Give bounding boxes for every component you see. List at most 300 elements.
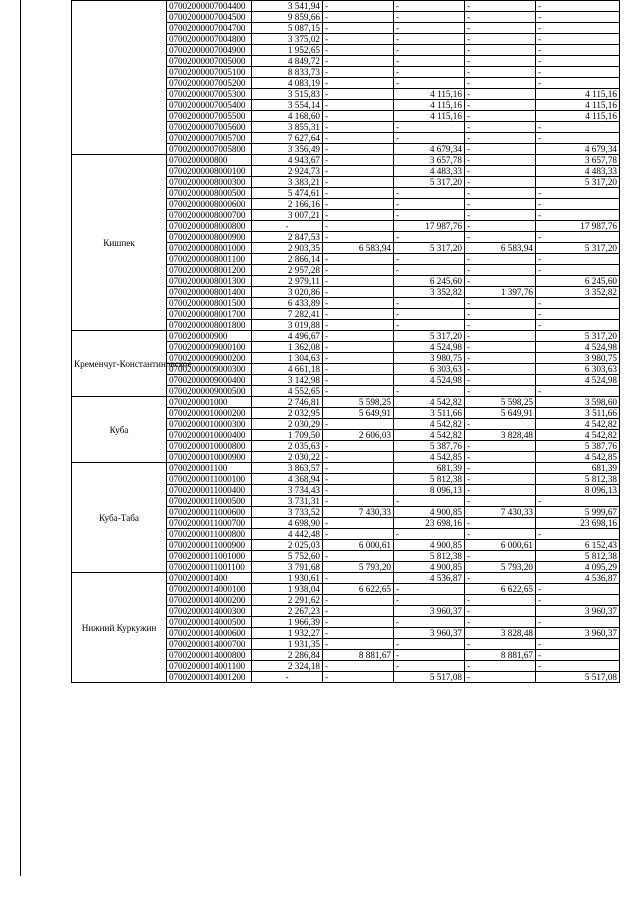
value-3-cell: 6 245,60 [394,276,465,287]
value-2-cell: 6 583,94 [323,243,394,254]
value-2-cell: - [323,463,394,474]
table-row [72,155,620,166]
value-5-cell: 4 095,29 [536,562,620,573]
value-2-cell: - [323,320,394,331]
cadastral-code-cell: 07002000008001800 [167,320,252,331]
value-2-cell: - [323,617,394,628]
cadastral-code-cell: 07002000010000900 [167,452,252,463]
value-1-cell: 1 931,35 [252,639,323,650]
value-5-cell: 5 317,20 [536,177,620,188]
cadastral-code-cell: 07002000007005100 [167,67,252,78]
value-2-cell: - [323,232,394,243]
value-3-cell: - [394,210,465,221]
cadastral-code-cell: 07002000007004700 [167,23,252,34]
value-3-cell: - [394,617,465,628]
cadastral-code-cell: 0700200001000 [167,397,252,408]
value-5-cell: - [536,650,620,661]
value-2-cell: - [323,419,394,430]
value-3-cell: 3 960,37 [394,606,465,617]
value-5-cell: - [536,309,620,320]
value-5-cell: - [536,496,620,507]
value-4-cell: - [465,551,536,562]
cadastral-code-cell: 07002000008000300 [167,177,252,188]
value-1-cell: 2 746,81 [252,397,323,408]
value-3-cell: 681,39 [394,463,465,474]
locality-name: Нижний Куркужин [72,573,167,683]
value-5-cell: 6 245,60 [536,276,620,287]
value-4-cell: - [465,34,536,45]
value-5-cell: - [536,210,620,221]
cadastral-code-cell: 07002000008000800 [167,221,252,232]
value-3-cell: - [394,661,465,672]
cadastral-code-cell: 07002000009000300 [167,364,252,375]
cadastral-code-cell: 07002000011000100 [167,474,252,485]
value-2-cell: - [323,661,394,672]
value-3-cell: 5 812,38 [394,474,465,485]
locality-name: Куба [72,397,167,463]
value-3-cell: 4 115,16 [394,100,465,111]
value-3-cell: 4 115,16 [394,111,465,122]
cadastral-code-cell: 07002000007005200 [167,78,252,89]
table-row [72,573,620,584]
cadastral-code-cell: 07002000014001200 [167,672,252,683]
value-5-cell: - [536,122,620,133]
value-5-cell: 6 303,63 [536,364,620,375]
value-5-cell: 3 511,66 [536,408,620,419]
value-5-cell: - [536,67,620,78]
value-3-cell: - [394,595,465,606]
cadastral-code-cell: 07002000009000100 [167,342,252,353]
value-4-cell: - [465,78,536,89]
cadastral-code-cell: 07002000008001500 [167,298,252,309]
value-4-cell: - [465,485,536,496]
value-2-cell: 6 622,65 [323,584,394,595]
value-5-cell: 5 387,76 [536,441,620,452]
value-4-cell: - [465,342,536,353]
value-1-cell: 1 304,63 [252,353,323,364]
value-2-cell: - [323,529,394,540]
value-1-cell: 2 030,22 [252,452,323,463]
value-5-cell: 3 352,82 [536,287,620,298]
value-5-cell: 4 536,87 [536,573,620,584]
value-5-cell: 681,39 [536,463,620,474]
table-row [72,397,620,408]
cadastral-code-cell: 07002000010000300 [167,419,252,430]
value-2-cell: - [323,441,394,452]
value-5-cell: - [536,12,620,23]
value-2-cell: - [323,276,394,287]
value-4-cell: 1 397,76 [465,287,536,298]
locality-name: Куба-Таба [72,463,167,573]
value-4-cell: - [465,89,536,100]
value-4-cell: 5 649,91 [465,408,536,419]
cadastral-code-cell: 0700200000800 [167,155,252,166]
value-4-cell: - [465,617,536,628]
value-5-cell: 4 115,16 [536,100,620,111]
table-row [72,1,620,12]
value-1-cell: 4 552,65 [252,386,323,397]
value-4-cell: - [465,67,536,78]
value-2-cell: - [323,67,394,78]
value-3-cell: - [394,254,465,265]
value-5-cell: 4 115,16 [536,89,620,100]
value-2-cell: - [323,221,394,232]
value-2-cell: - [323,199,394,210]
value-1-cell: 5 474,61 [252,188,323,199]
value-5-cell: 3 980,75 [536,353,620,364]
value-4-cell: - [465,419,536,430]
value-1-cell: 1 362,08 [252,342,323,353]
cadastral-code-cell: 07002000011001100 [167,562,252,573]
cadastral-code-cell: 07002000011000500 [167,496,252,507]
value-3-cell: 5 387,76 [394,441,465,452]
cadastral-code-cell: 07002000009000200 [167,353,252,364]
cadastral-code-cell: 07002000008000600 [167,199,252,210]
value-2-cell: - [323,628,394,639]
value-3-cell: - [394,56,465,67]
value-5-cell: - [536,639,620,650]
value-2-cell: - [323,518,394,529]
value-4-cell: - [465,144,536,155]
value-5-cell: - [536,320,620,331]
value-1-cell: 4 442,48 [252,529,323,540]
cadastral-code-cell: 07002000011001000 [167,551,252,562]
value-2-cell: - [323,188,394,199]
value-1-cell: 6 433,89 [252,298,323,309]
value-1-cell: 2 866,14 [252,254,323,265]
value-4-cell: 5 598,25 [465,397,536,408]
value-2-cell: - [323,375,394,386]
value-1-cell: 3 855,31 [252,122,323,133]
value-3-cell: - [394,496,465,507]
value-2-cell: - [323,111,394,122]
value-4-cell: - [465,188,536,199]
cadastral-code-cell: 07002000007004400 [167,1,252,12]
value-4-cell: - [465,45,536,56]
value-1-cell: 4 943,67 [252,155,323,166]
value-3-cell: 4 483,33 [394,166,465,177]
value-5-cell: - [536,199,620,210]
cadastral-code-cell: 07002000007004900 [167,45,252,56]
value-2-cell: - [323,254,394,265]
value-1-cell: 3 515,83 [252,89,323,100]
value-4-cell: - [465,661,536,672]
value-5-cell: - [536,34,620,45]
value-1-cell: 4 168,60 [252,111,323,122]
value-3-cell: 4 542,82 [394,430,465,441]
value-5-cell: - [536,661,620,672]
value-5-cell: 3 960,37 [536,628,620,639]
value-4-cell: - [465,474,536,485]
value-5-cell: - [536,23,620,34]
value-5-cell: 3 598,60 [536,397,620,408]
cadastral-code-cell: 07002000009000400 [167,375,252,386]
value-3-cell: - [394,639,465,650]
value-1-cell: 3 863,57 [252,463,323,474]
value-1-cell: 2 030,29 [252,419,323,430]
value-4-cell: - [465,452,536,463]
value-1-cell: 3 554,14 [252,100,323,111]
value-2-cell: 5 793,20 [323,562,394,573]
value-2-cell: - [323,672,394,683]
value-5-cell: 5 517,08 [536,672,620,683]
value-1-cell: 2 924,73 [252,166,323,177]
value-4-cell: - [465,111,536,122]
value-2-cell: - [323,573,394,584]
cadastral-code-cell: 07002000007004500 [167,12,252,23]
value-2-cell: 2 606,03 [323,430,394,441]
value-2-cell: - [323,34,394,45]
value-1-cell: 5 087,15 [252,23,323,34]
value-1-cell: 2 286,84 [252,650,323,661]
value-2-cell: - [323,133,394,144]
cadastral-code-cell: 07002000008001200 [167,265,252,276]
value-2-cell: - [323,12,394,23]
cadastral-code-cell: 07002000007005600 [167,122,252,133]
value-5-cell: 23 698,16 [536,518,620,529]
value-4-cell: - [465,331,536,342]
cadastral-code-cell: 07002000009000500 [167,386,252,397]
value-2-cell: - [323,353,394,364]
value-1-cell: 2 035,63 [252,441,323,452]
value-4-cell: - [465,122,536,133]
value-2-cell: - [323,89,394,100]
cadastral-code-cell: 07002000008001100 [167,254,252,265]
value-2-cell: - [323,496,394,507]
value-1-cell: 3 142,98 [252,375,323,386]
value-1-cell: 7 282,41 [252,309,323,320]
value-3-cell: 5 317,20 [394,243,465,254]
value-5-cell: - [536,265,620,276]
value-1-cell: 3 731,31 [252,496,323,507]
value-3-cell: - [394,232,465,243]
cadastral-code-cell: 07002000014000800 [167,650,252,661]
value-3-cell: - [394,309,465,320]
value-3-cell: 8 096,13 [394,485,465,496]
value-4-cell: - [465,56,536,67]
value-4-cell: - [465,210,536,221]
value-5-cell: 4 679,34 [536,144,620,155]
value-2-cell: - [323,265,394,276]
value-2-cell: - [323,287,394,298]
value-1-cell: 1 952,65 [252,45,323,56]
value-3-cell: 4 524,98 [394,375,465,386]
value-2-cell: - [323,485,394,496]
cadastral-code-cell: 07002000007005300 [167,89,252,100]
cadastral-code-cell: 07002000011000400 [167,485,252,496]
value-4-cell: - [465,672,536,683]
value-4-cell: - [465,496,536,507]
value-1-cell: 2 166,16 [252,199,323,210]
value-4-cell: - [465,463,536,474]
value-1-cell: 3 541,94 [252,1,323,12]
value-1-cell: 4 368,94 [252,474,323,485]
value-1-cell: 1 966,39 [252,617,323,628]
value-2-cell: - [323,56,394,67]
value-1-cell: 5 752,60 [252,551,323,562]
value-2-cell: - [323,606,394,617]
cadastral-code-cell: 07002000008001700 [167,309,252,320]
value-3-cell: - [394,386,465,397]
value-1-cell: 3 019,88 [252,320,323,331]
value-2-cell: - [323,309,394,320]
value-3-cell: 4 115,16 [394,89,465,100]
value-3-cell: - [394,133,465,144]
value-5-cell: - [536,254,620,265]
value-1-cell: 1 930,61 [252,573,323,584]
cadastral-code-cell: 0700200000900 [167,331,252,342]
value-2-cell: - [323,452,394,463]
value-2-cell: - [323,144,394,155]
table-row [72,463,620,474]
value-4-cell: - [465,298,536,309]
value-1-cell: 2 267,23 [252,606,323,617]
value-1-cell: 2 979,11 [252,276,323,287]
value-2-cell: - [323,639,394,650]
value-4-cell: - [465,639,536,650]
value-5-cell: 4 542,82 [536,419,620,430]
value-4-cell: - [465,606,536,617]
value-3-cell: - [394,529,465,540]
value-4-cell: - [465,177,536,188]
value-2-cell: - [323,100,394,111]
value-3-cell: 4 679,34 [394,144,465,155]
value-2-cell: 7 430,33 [323,507,394,518]
value-3-cell: - [394,45,465,56]
cadastral-code-cell: 07002000008000900 [167,232,252,243]
value-2-cell: - [323,386,394,397]
value-5-cell: - [536,1,620,12]
cadastral-code-cell: 07002000011000700 [167,518,252,529]
value-3-cell: - [394,584,465,595]
value-3-cell: 4 900,85 [394,540,465,551]
cadastral-code-cell: 07002000008001000 [167,243,252,254]
value-3-cell: - [394,122,465,133]
value-3-cell: 4 524,98 [394,342,465,353]
value-5-cell: 4 542,85 [536,452,620,463]
value-5-cell: 3 657,78 [536,155,620,166]
value-5-cell: - [536,133,620,144]
value-1-cell: 7 627,64 [252,133,323,144]
locality-name: Кременчуг-Константиновское [72,331,167,397]
value-3-cell: - [394,1,465,12]
value-5-cell: 4 524,98 [536,342,620,353]
value-4-cell: - [465,529,536,540]
value-1-cell: 3 020,86 [252,287,323,298]
value-3-cell: - [394,265,465,276]
value-1-cell: 2 032,95 [252,408,323,419]
value-4-cell: - [465,309,536,320]
value-1-cell: 2 903,35 [252,243,323,254]
table-row [72,331,620,342]
value-5-cell: - [536,78,620,89]
cadastral-code-cell: 07002000007004800 [167,34,252,45]
value-5-cell: - [536,529,620,540]
value-3-cell: 4 536,87 [394,573,465,584]
value-1-cell: 4 083,19 [252,78,323,89]
value-4-cell: 5 793,20 [465,562,536,573]
value-2-cell: - [323,474,394,485]
value-4-cell: - [465,199,536,210]
value-2-cell: - [323,364,394,375]
value-5-cell: 6 152,43 [536,540,620,551]
cadastral-code-cell: 07002000010000400 [167,430,252,441]
value-1-cell: - [252,221,323,232]
value-3-cell: - [394,650,465,661]
value-4-cell: - [465,353,536,364]
value-1-cell: 2 847,53 [252,232,323,243]
cadastral-code-cell: 07002000014000300 [167,606,252,617]
cadastral-code-cell: 07002000011000600 [167,507,252,518]
value-4-cell: 7 430,33 [465,507,536,518]
value-5-cell: 5 317,20 [536,331,620,342]
value-2-cell: - [323,23,394,34]
value-1-cell: 3 375,02 [252,34,323,45]
value-3-cell: 3 511,66 [394,408,465,419]
value-1-cell: 4 661,18 [252,364,323,375]
value-4-cell: 3 828,48 [465,430,536,441]
value-5-cell: 5 999,67 [536,507,620,518]
value-2-cell: 8 881,67 [323,650,394,661]
value-3-cell: 5 812,38 [394,551,465,562]
value-4-cell: 8 881,67 [465,650,536,661]
value-3-cell: 3 352,82 [394,287,465,298]
value-4-cell: - [465,221,536,232]
cadastral-code-cell: 07002000008000700 [167,210,252,221]
value-2-cell: - [323,342,394,353]
value-4-cell: - [465,364,536,375]
cadastral-code-cell: 07002000007005700 [167,133,252,144]
value-4-cell: - [465,441,536,452]
value-3-cell: - [394,298,465,309]
value-1-cell: 2 957,28 [252,265,323,276]
value-1-cell: 1 709,50 [252,430,323,441]
value-3-cell: - [394,78,465,89]
value-1-cell: 3 733,52 [252,507,323,518]
value-3-cell: 4 542,82 [394,419,465,430]
cadastral-code-cell: 07002000007005800 [167,144,252,155]
value-3-cell: 4 542,82 [394,397,465,408]
value-4-cell: - [465,573,536,584]
table-body [72,1,620,683]
cadastral-code-cell: 07002000008000500 [167,188,252,199]
value-1-cell: 3 791,68 [252,562,323,573]
value-1-cell: 3 007,21 [252,210,323,221]
cadastral-code-cell: 0700200001400 [167,573,252,584]
value-3-cell: 3 960,37 [394,628,465,639]
value-5-cell: 4 115,16 [536,111,620,122]
value-2-cell: - [323,78,394,89]
value-5-cell: 17 987,76 [536,221,620,232]
value-2-cell: - [323,331,394,342]
value-3-cell: 6 303,63 [394,364,465,375]
value-5-cell: - [536,595,620,606]
value-1-cell: 4 698,90 [252,518,323,529]
value-4-cell: - [465,518,536,529]
cadastral-code-cell: 07002000010000200 [167,408,252,419]
value-1-cell: 3 356,49 [252,144,323,155]
page-left-rule [20,0,21,876]
value-2-cell: - [323,298,394,309]
cadastral-code-cell: 07002000007005400 [167,100,252,111]
cadastral-code-cell: 07002000010000800 [167,441,252,452]
value-5-cell: - [536,45,620,56]
locality-name: Кишпек [72,155,167,331]
value-4-cell: - [465,276,536,287]
value-5-cell: - [536,298,620,309]
value-4-cell: - [465,265,536,276]
value-4-cell: - [465,12,536,23]
